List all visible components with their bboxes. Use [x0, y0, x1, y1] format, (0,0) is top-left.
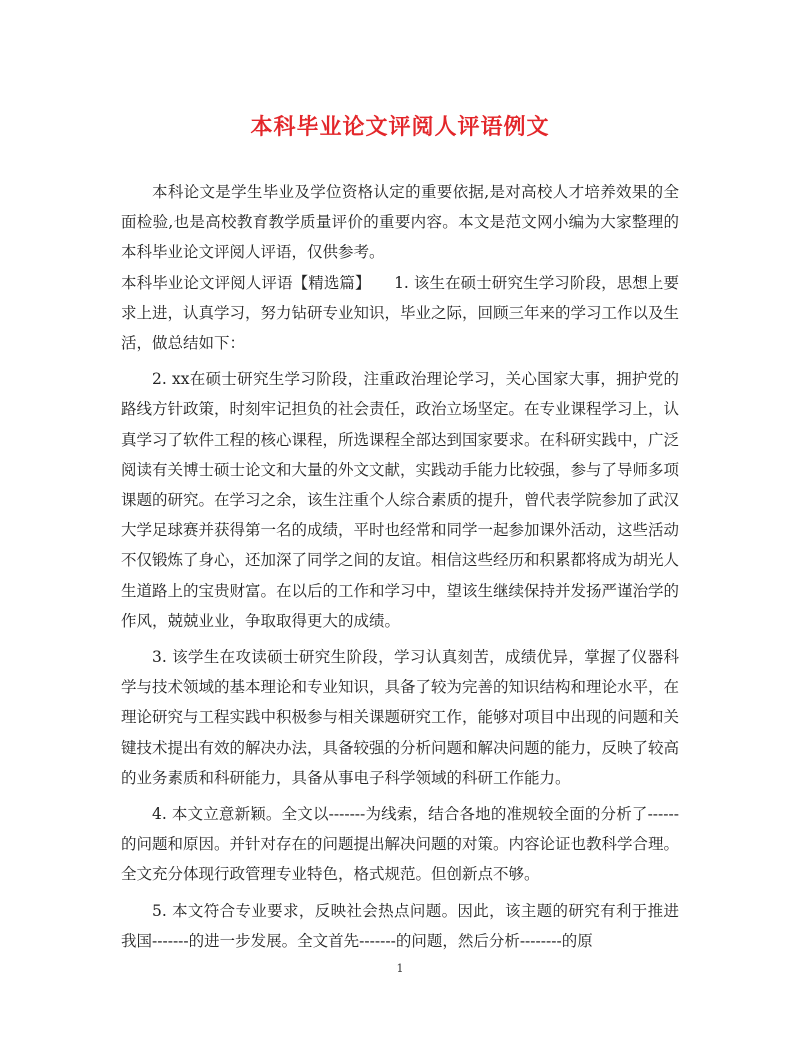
page-number: 1 [396, 962, 404, 975]
paragraph-5: 5. 本文符合专业要求，反映社会热点问题。因此，该主题的研究有利于推进我国-------的进一步发展。全文首先-------的问题，然后分析--------的原 [121, 901, 679, 950]
paragraph-4: 4. 本文立意新颖。全文以-------为线索，结合各地的准规较全面的分析了------的问题和原因。并针对存在的问题提出解决问题的对策。内容论证也教科学合理。全文充分体现行政管理专业特色，格式规范。但创新点不够。 [121, 805, 680, 884]
paragraph-2: 2. xx在硕士研究生学习阶段，注重政治理论学习，关心国家大事，拥护党的路线方针政策，时刻牢记担负的社会责任，政治立场坚定。在专业课程学习上，认真学习了软件工程的核心课程，所选课程全部达到国家要求。在科研实践中，广泛阅读有关博士硕士论文和大量的外文文献，实践动手能力比较强，参与了导师多项课题的研究。在学习之余，该生注重个人综合素质的提升，曾代表学院参加了武汉大学足球赛并获得第一名的成绩，平时也经常和同学一起参加课外活动，这些活动不仅锻炼了身心，还加深了同学之间的友谊。相信这些经历和积累都将成为胡光人生道路上的宝贵财富。在以后的工作和学习中，望该生继续保持并发扬严谨治学的作风，兢兢业业，争取取得更大的成绩。 [121, 370, 680, 630]
paragraph-3: 3. 该学生在攻读硕士研究生阶段，学习认真刻苦，成绩优异，掌握了仪器科学与技术领域的基本理论和专业知识，具备了较为完善的知识结构和理论水平，在理论研究与工程实践中积极参与相关课题研究工作，能够对项目中出现的问题和关键技术提出有效的解决办法，具备较强的分析问题和解决问题的能力，反映了较高的业务素质和科研能力，具备从事电子科学领域的科研工作能力。 [121, 648, 680, 787]
intro-paragraph: 本科论文是学生毕业及学位资格认定的重要依据,是对高校人才培养效果的全面检验,也是高校教育教学质量评价的重要内容。本文是范文网小编为大家整理的本科毕业论文评阅人评语，仅供参考。 [121, 183, 679, 262]
document-body [121, 177, 679, 956]
document-title: 本科毕业论文评阅人评语例文 [250, 114, 550, 140]
section-heading-paragraph: 本科毕业论文评阅人评语【精选篇】 1. 该生在硕士研究生学习阶段，思想上要求上进，认真学习，努力钻研专业知识，毕业之际，回顾三年来的学习工作以及生活，做总结如下： [121, 273, 680, 353]
